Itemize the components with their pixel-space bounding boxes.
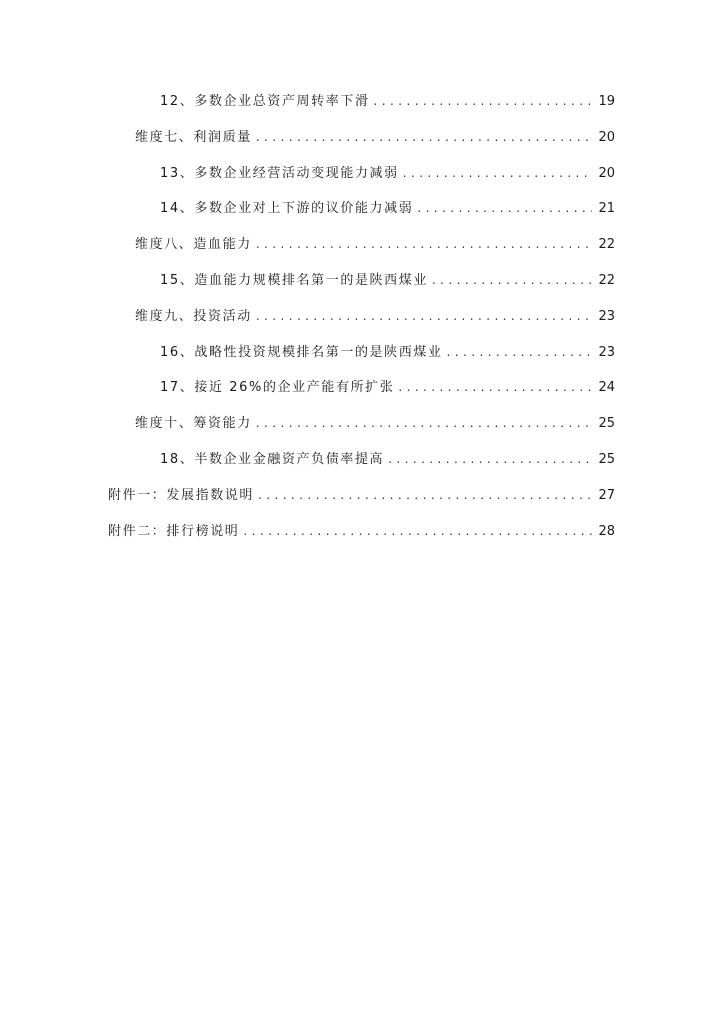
toc-entry-label: 维度八、造血能力 — [135, 237, 252, 252]
toc-dot-leader — [256, 126, 593, 148]
toc-entry[interactable] — [135, 412, 615, 434]
toc-entry[interactable] — [108, 484, 615, 506]
toc-page-number: 27 — [598, 488, 615, 503]
toc-page-number: 20 — [598, 130, 615, 145]
toc-dot-leader — [256, 412, 593, 434]
toc-entry-label: 维度九、投资活动 — [135, 309, 252, 324]
toc-entry[interactable] — [135, 305, 615, 327]
toc-dot-leader — [243, 520, 592, 542]
toc-dot-leader — [403, 162, 593, 184]
toc-entry[interactable] — [160, 376, 615, 398]
toc-page-number: 25 — [598, 416, 615, 431]
toc-entry[interactable] — [135, 126, 615, 148]
toc-page-number: 23 — [598, 309, 615, 324]
toc-entry[interactable] — [160, 90, 615, 112]
toc-page-number: 25 — [598, 452, 615, 467]
toc-page-number: 22 — [598, 273, 615, 288]
toc-entry-label: 附件一：发展指数说明 — [108, 488, 255, 503]
toc-entry[interactable] — [160, 269, 615, 291]
toc-page-number: 22 — [598, 237, 615, 252]
toc-entry-label: 附件二：排行榜说明 — [108, 524, 240, 539]
toc-entry-label: 18、半数企业金融资产负债率提高 — [160, 452, 385, 467]
toc-page-number: 23 — [598, 345, 615, 360]
toc-entry[interactable] — [135, 233, 615, 255]
toc-dot-leader — [417, 197, 592, 219]
toc-entry-label: 13、多数企业经营活动变现能力减弱 — [160, 166, 399, 181]
toc-page-number: 28 — [598, 524, 615, 539]
toc-entry-label: 16、战略性投资规模排名第一的是陕西煤业 — [160, 345, 443, 360]
toc-entry-label: 14、多数企业对上下游的议价能力减弱 — [160, 201, 414, 216]
toc-page-number: 24 — [598, 380, 615, 395]
toc-entry[interactable] — [160, 448, 615, 470]
toc-dot-leader — [447, 341, 593, 363]
toc-page-number: 20 — [598, 166, 615, 181]
toc-page-number: 19 — [598, 94, 615, 109]
toc-entry-label: 15、造血能力规模排名第一的是陕西煤业 — [160, 273, 428, 288]
toc-dot-leader — [432, 269, 593, 291]
toc-entry[interactable] — [160, 197, 615, 219]
toc-dot-leader — [256, 233, 593, 255]
toc-entry-label: 12、多数企业总资产周转率下滑 — [160, 94, 370, 109]
toc-entry-label: 维度七、利润质量 — [135, 130, 252, 145]
toc-dot-leader — [258, 484, 592, 506]
toc-page-number: 21 — [598, 201, 615, 216]
toc-entry-label: 17、接近 26%的企业产能有所扩张 — [160, 380, 395, 395]
toc-dot-leader — [374, 90, 593, 112]
toc-dot-leader — [398, 376, 592, 398]
toc-entry[interactable] — [108, 520, 615, 542]
toc-entry[interactable] — [160, 341, 615, 363]
toc-dot-leader — [388, 448, 592, 470]
toc-entry-label: 维度十、筹资能力 — [135, 416, 252, 431]
toc-entry[interactable] — [160, 162, 615, 184]
toc-dot-leader — [256, 305, 593, 327]
